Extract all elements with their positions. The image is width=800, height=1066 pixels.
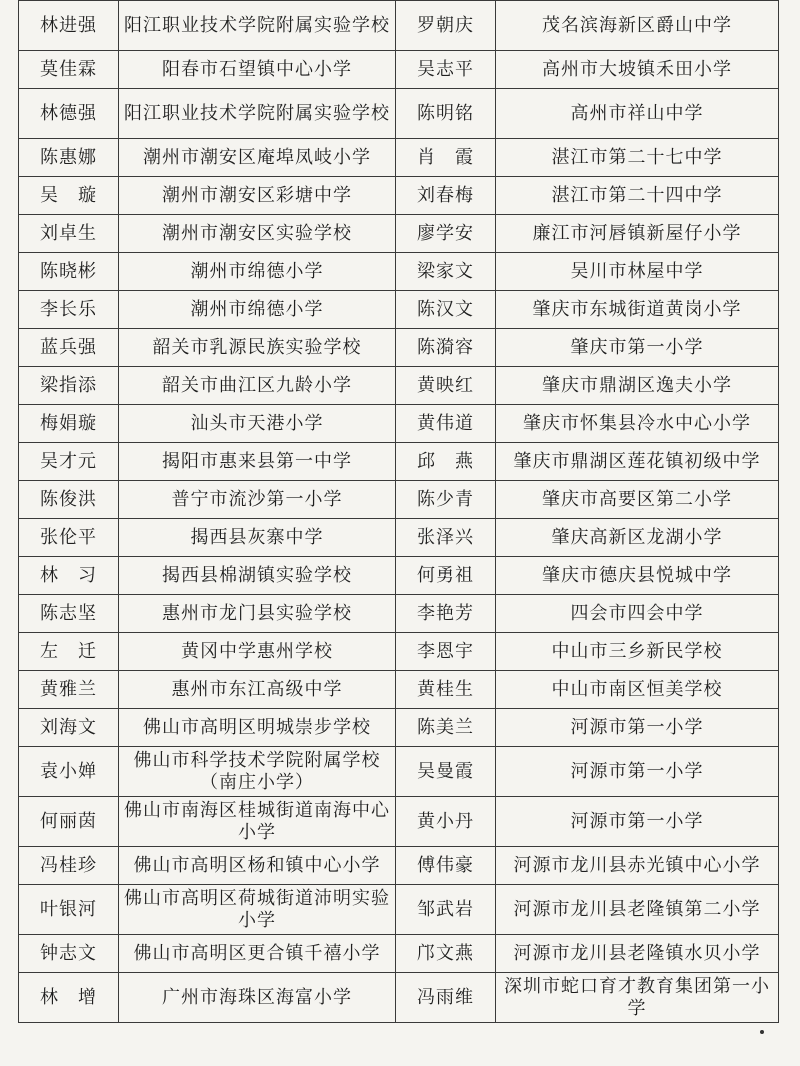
school-name-left: 潮州市潮安区庵埠凤岐小学	[119, 139, 396, 177]
teacher-name-right: 何勇祖	[396, 557, 496, 595]
teacher-name-left: 陈惠娜	[19, 139, 119, 177]
table-row	[19, 747, 779, 797]
school-name-left: 惠州市龙门县实验学校	[119, 595, 396, 633]
teacher-name-left: 黄雅兰	[19, 671, 119, 709]
table-row	[19, 885, 779, 935]
school-name-right: 四会市四会中学	[496, 595, 779, 633]
table-row	[19, 519, 779, 557]
table-row	[19, 595, 779, 633]
table-row	[19, 797, 779, 847]
school-name-left: 广州市海珠区海富小学	[119, 973, 396, 1023]
school-name-left: 潮州市绵德小学	[119, 253, 396, 291]
table-row	[19, 51, 779, 89]
teacher-name-left: 李长乐	[19, 291, 119, 329]
school-name-right: 中山市三乡新民学校	[496, 633, 779, 671]
school-name-right: 肇庆市鼎湖区莲花镇初级中学	[496, 443, 779, 481]
table-row	[19, 481, 779, 519]
teacher-name-right: 黄小丹	[396, 797, 496, 847]
school-name-right: 肇庆高新区龙湖小学	[496, 519, 779, 557]
table-row	[19, 367, 779, 405]
school-name-left: 阳江职业技术学院附属实验学校	[119, 89, 396, 139]
school-name-right: 河源市龙川县赤光镇中心小学	[496, 847, 779, 885]
table-row	[19, 405, 779, 443]
teacher-name-left: 冯桂珍	[19, 847, 119, 885]
teacher-name-left: 左 迁	[19, 633, 119, 671]
school-name-right: 吴川市林屋中学	[496, 253, 779, 291]
school-name-right: 肇庆市鼎湖区逸夫小学	[496, 367, 779, 405]
teacher-name-right: 黄映红	[396, 367, 496, 405]
school-name-right: 高州市大坡镇禾田小学	[496, 51, 779, 89]
table-row	[19, 1, 779, 51]
teacher-name-right: 李恩宇	[396, 633, 496, 671]
teacher-name-left: 蓝兵强	[19, 329, 119, 367]
teacher-name-left: 林 习	[19, 557, 119, 595]
table-row	[19, 291, 779, 329]
table-row	[19, 935, 779, 973]
table-row	[19, 89, 779, 139]
teacher-name-left: 吴才元	[19, 443, 119, 481]
school-name-left: 佛山市高明区更合镇千禧小学	[119, 935, 396, 973]
school-name-right: 高州市祥山中学	[496, 89, 779, 139]
teacher-name-right: 冯雨维	[396, 973, 496, 1023]
teacher-name-left: 刘海文	[19, 709, 119, 747]
teacher-name-right: 李艳芳	[396, 595, 496, 633]
roster-table	[18, 0, 779, 1023]
teacher-name-left: 袁小婵	[19, 747, 119, 797]
teacher-name-right: 吴志平	[396, 51, 496, 89]
teacher-name-right: 肖 霞	[396, 139, 496, 177]
school-name-right: 肇庆市第一小学	[496, 329, 779, 367]
school-name-right: 河源市龙川县老隆镇水贝小学	[496, 935, 779, 973]
school-name-left: 黄冈中学惠州学校	[119, 633, 396, 671]
table-row	[19, 329, 779, 367]
teacher-name-right: 黄桂生	[396, 671, 496, 709]
school-name-left: 汕头市天港小学	[119, 405, 396, 443]
table-row	[19, 847, 779, 885]
teacher-name-right: 傅伟豪	[396, 847, 496, 885]
school-name-right: 河源市龙川县老隆镇第二小学	[496, 885, 779, 935]
table-row	[19, 671, 779, 709]
table-row	[19, 973, 779, 1023]
table-row	[19, 709, 779, 747]
school-name-left: 揭西县灰寨中学	[119, 519, 396, 557]
teacher-name-left: 张伦平	[19, 519, 119, 557]
school-name-left: 韶关市乳源民族实验学校	[119, 329, 396, 367]
school-name-left: 揭西县棉湖镇实验学校	[119, 557, 396, 595]
teacher-name-left: 莫佳霖	[19, 51, 119, 89]
school-name-left: 普宁市流沙第一小学	[119, 481, 396, 519]
teacher-name-right: 邝文燕	[396, 935, 496, 973]
school-name-right: 河源市第一小学	[496, 797, 779, 847]
school-name-left: 阳江职业技术学院附属实验学校	[119, 1, 396, 51]
table-row	[19, 177, 779, 215]
school-name-left: 韶关市曲江区九龄小学	[119, 367, 396, 405]
teacher-name-right: 陈明铭	[396, 89, 496, 139]
teacher-name-right: 陈漪容	[396, 329, 496, 367]
teacher-name-right: 罗朝庆	[396, 1, 496, 51]
table-row	[19, 557, 779, 595]
teacher-name-right: 梁家文	[396, 253, 496, 291]
teacher-name-right: 刘春梅	[396, 177, 496, 215]
table-row	[19, 253, 779, 291]
school-name-right: 深圳市蛇口育才教育集团第一小学	[496, 973, 779, 1023]
teacher-name-left: 叶银河	[19, 885, 119, 935]
teacher-name-left: 陈晓彬	[19, 253, 119, 291]
teacher-name-left: 陈志坚	[19, 595, 119, 633]
teacher-name-left: 刘卓生	[19, 215, 119, 253]
school-name-right: 中山市南区恒美学校	[496, 671, 779, 709]
teacher-name-right: 陈美兰	[396, 709, 496, 747]
school-name-right: 河源市第一小学	[496, 747, 779, 797]
school-name-left: 佛山市南海区桂城街道南海中心小学	[119, 797, 396, 847]
teacher-name-right: 张泽兴	[396, 519, 496, 557]
school-name-left: 佛山市高明区杨和镇中心小学	[119, 847, 396, 885]
school-name-left: 揭阳市惠来县第一中学	[119, 443, 396, 481]
school-name-right: 湛江市第二十七中学	[496, 139, 779, 177]
table-row	[19, 215, 779, 253]
school-name-left: 佛山市科学技术学院附属学校（南庄小学）	[119, 747, 396, 797]
school-name-right: 廉江市河唇镇新屋仔小学	[496, 215, 779, 253]
teacher-name-left: 林进强	[19, 1, 119, 51]
teacher-name-left: 钟志文	[19, 935, 119, 973]
teacher-name-right: 黄伟道	[396, 405, 496, 443]
school-name-right: 肇庆市怀集县冷水中心小学	[496, 405, 779, 443]
school-name-right: 肇庆市德庆县悦城中学	[496, 557, 779, 595]
teacher-name-right: 陈汉文	[396, 291, 496, 329]
teacher-name-left: 林 增	[19, 973, 119, 1023]
teacher-name-left: 梅娟璇	[19, 405, 119, 443]
teacher-name-right: 廖学安	[396, 215, 496, 253]
school-name-left: 佛山市高明区荷城街道沛明实验小学	[119, 885, 396, 935]
teacher-name-left: 梁指添	[19, 367, 119, 405]
teacher-name-left: 何丽茵	[19, 797, 119, 847]
teacher-name-left: 陈俊洪	[19, 481, 119, 519]
school-name-left: 惠州市东江高级中学	[119, 671, 396, 709]
school-name-right: 肇庆市东城街道黄岗小学	[496, 291, 779, 329]
table-row	[19, 443, 779, 481]
table-row	[19, 633, 779, 671]
teacher-name-right: 陈少青	[396, 481, 496, 519]
school-name-left: 佛山市高明区明城崇步学校	[119, 709, 396, 747]
school-name-left: 潮州市潮安区彩塘中学	[119, 177, 396, 215]
teacher-name-right: 邹武岩	[396, 885, 496, 935]
roster-body	[19, 1, 779, 1023]
school-name-left: 潮州市绵德小学	[119, 291, 396, 329]
school-name-left: 阳春市石望镇中心小学	[119, 51, 396, 89]
school-name-right: 茂名滨海新区爵山中学	[496, 1, 779, 51]
teacher-name-right: 吴曼霞	[396, 747, 496, 797]
stray-mark	[760, 1030, 764, 1034]
school-name-right: 河源市第一小学	[496, 709, 779, 747]
school-name-right: 肇庆市高要区第二小学	[496, 481, 779, 519]
table-row	[19, 139, 779, 177]
school-name-right: 湛江市第二十四中学	[496, 177, 779, 215]
school-name-left: 潮州市潮安区实验学校	[119, 215, 396, 253]
teacher-name-right: 邱 燕	[396, 443, 496, 481]
teacher-name-left: 吴 璇	[19, 177, 119, 215]
teacher-name-left: 林德强	[19, 89, 119, 139]
